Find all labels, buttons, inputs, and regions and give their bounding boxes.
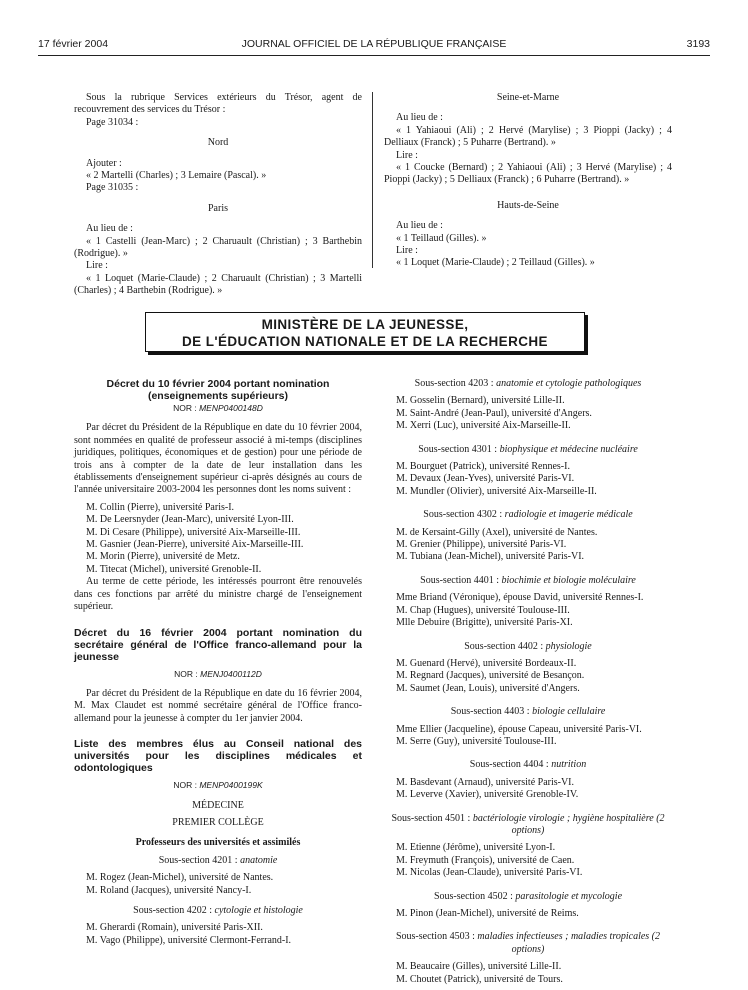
college-heading: PREMIER COLLÈGE (172, 816, 264, 828)
subsection-heading: Sous-section 4302 : radiologie et imagerie médicale (423, 509, 633, 521)
member-name: M. Etienne (Jérôme), université Lyon-I. (396, 842, 556, 854)
decree-body: Par décret du Président de la République en date du 10 février 2004, sont nommées en qualité de professeur associé à mi-temps (disciplines juridiques, politiques, économiques et de gestion) pour une période de trois ans à compter de la date de leur installation dans les établissements d'enseignement supérieur ci-après désignés au cours de l'année universitaire 2003-2004 les personnes dont les noms suivent : (74, 422, 362, 496)
nor-reference: NOR : MENP0400148D (173, 403, 263, 413)
subsection-heading: Sous-section 4202 : cytologie et histologie (133, 904, 303, 916)
member-name: M. Regnard (Jacques), université de Besançon. (396, 670, 585, 682)
list-title: Liste des membres élus au Conseil national des universités pour les disciplines médicales et odontologiques (74, 738, 362, 775)
member-name: M. Basdevant (Arnaud), université Paris-VI. (396, 776, 575, 788)
list-text: « 1 Castelli (Jean-Marc) ; 2 Charuault (Christian) ; 3 Barthebin (Rodrigue). » (74, 235, 362, 260)
bottom-right-column (384, 378, 672, 986)
au-lieu-label: Au lieu de : (86, 223, 133, 235)
column-divider (372, 92, 373, 268)
member-name: M. de Kersaint-Gilly (Axel), université de Nantes. (396, 526, 598, 538)
header-rule (38, 55, 710, 56)
member-name: M. Freymuth (François), université de Caen. (396, 854, 575, 866)
member-name: M. Gosselin (Bernard), université Lille-II. (396, 395, 565, 407)
decree-closing: Au terme de cette période, les intéressés pourront être renouvelés dans ces fonctions par arrêté du ministre chargé de l'enseignement supérieur. (74, 576, 362, 613)
member-name: M. Choutet (Patrick), université de Tours. (396, 973, 563, 985)
page-number: 3193 (686, 38, 710, 50)
list-text: « 2 Martelli (Charles) ; 3 Lemaire (Pascal). » (86, 170, 267, 182)
member-name: M. Tubiana (Jean-Michel), université Paris-VI. (396, 551, 585, 563)
discipline-heading: MÉDECINE (192, 799, 244, 811)
ministry-heading-box (145, 312, 585, 352)
ministry-line-1: MINISTÈRE DE LA JEUNESSE, (261, 317, 469, 332)
section-heading: Hauts-de-Seine (497, 199, 559, 211)
bottom-left-column (74, 378, 362, 947)
nor-reference: NOR : MENP0400199K (173, 780, 263, 791)
nor-reference: NOR : MENJ0400112D (174, 668, 262, 679)
section-heading: Paris (208, 202, 228, 214)
decree-body: Par décret du Président de la République en date du 16 février 2004, M. Max Claudet est nommé secrétaire général de l'Office franco-allemand pour la jeunesse à compter du 1er janvier 2004. (74, 687, 362, 724)
ajouter-label: Ajouter : (86, 157, 122, 169)
decree-title: Décret du 16 février 2004 portant nomination du secrétaire général de l'Office franco-allemand pour la jeunesse (74, 626, 362, 663)
section-heading: Nord (207, 137, 229, 149)
appointee-name: M. De Leersnyder (Jean-Marc), université Lyon-III. (86, 514, 294, 526)
page-ref: Page 31034 : (86, 116, 139, 128)
member-name: M. Pinon (Jean-Michel), université de Reims. (396, 908, 579, 919)
journal-title: JOURNAL OFFICIEL DE LA RÉPUBLIQUE FRANÇAISE (241, 38, 507, 50)
member-name: M. Grenier (Philippe), université Paris-VI. (396, 539, 567, 551)
appointee-name: M. Titecat (Michel), université Grenoble-II. (86, 563, 262, 575)
member-name: M. Serre (Guy), université Toulouse-III. (396, 735, 557, 747)
subsection-heading: Sous-section 4403 : biologie cellulaire (450, 706, 606, 718)
appointee-name: M. Di Cesare (Philippe), université Aix-Marseille-III. (86, 526, 301, 538)
subsection-heading: Sous-section 4502 : parasitologie et mycologie (433, 890, 623, 902)
appointee-name: M. Collin (Pierre), université Paris-I. (86, 501, 235, 513)
subsection-heading: Sous-section 4401 : biochimie et biologie moléculaire (420, 574, 636, 586)
member-name: M. Saint-André (Jean-Paul), université d'Angers. (396, 407, 592, 419)
top-left-column (74, 92, 362, 298)
tresor-intro: Sous la rubrique Services extérieurs du Trésor, agent de recouvrement des services du Trésor : (74, 92, 362, 116)
lire-label: Lire : (396, 245, 418, 257)
ministry-line-2: DE L'ÉDUCATION NATIONALE ET DE LA RECHERCHE (182, 334, 548, 349)
member-name: M. Roland (Jacques), université Nancy-I. (86, 884, 252, 896)
top-right-column (384, 92, 672, 270)
appointee-name: M. Morin (Pierre), université de Metz. (86, 551, 240, 563)
subsection-heading: Sous-section 4201 : anatomie (158, 854, 278, 866)
member-name: Mlle Debuire (Brigitte), université Paris-XI. (396, 617, 573, 629)
member-name: M. Leverve (Xavier), université Grenoble-IV. (396, 789, 579, 801)
member-name: M. Gherardi (Romain), université Paris-XII. (86, 922, 263, 934)
member-name: M. Bourguet (Patrick), université Rennes-I. (396, 461, 570, 473)
au-lieu-label: Au lieu de : (396, 220, 443, 232)
member-name: Mme Ellier (Jacqueline), épouse Capeau, université Paris-VI. (396, 723, 642, 735)
lire-label: Lire : (396, 149, 418, 161)
member-name: M. Chap (Hugues), université Toulouse-III. (396, 604, 570, 616)
list-text: « 1 Coucke (Bernard) ; 2 Yahiaoui (Ali) ; 3 Hervé (Marylise) ; 4 Pioppi (Jacky) ; 5 Delliaux (Franck) ; 6 Puharre (Bertrand). » (384, 162, 672, 186)
member-name: M. Saumet (Jean, Louis), université d'Angers. (396, 682, 580, 694)
page-ref: Page 31035 : (86, 182, 139, 194)
subsection-heading: Sous-section 4301 : biophysique et médecine nucléaire (418, 443, 638, 455)
list-text: « 1 Loquet (Marie-Claude) ; 2 Charuault (Christian) ; 3 Martelli (Charles) ; 4 Barthebin (Rodrigue). » (74, 272, 362, 297)
member-name: M. Beaucaire (Gilles), université Lille-II. (396, 961, 562, 973)
lire-label: Lire : (86, 260, 108, 272)
subsection-heading: Sous-section 4402 : physiologie (464, 640, 592, 652)
member-name: M. Nicolas (Jean-Claude), université Paris-VI. (396, 867, 583, 879)
section-heading: Seine-et-Marne (496, 92, 560, 103)
member-name: Mme Briand (Véronique), épouse David, université Rennes-I. (396, 592, 644, 604)
subsection-heading: Sous-section 4501 : bactériologie virologie ; hygiène hospitalière (2 options) (391, 812, 665, 836)
appointee-name: M. Gasnier (Jean-Pierre), université Aix-Marseille-III. (86, 539, 304, 551)
subsection-heading: Sous-section 4503 : maladies infectieuses ; maladies tropicales (2 options) (395, 931, 661, 955)
member-name: M. Guenard (Hervé), université Bordeaux-II. (396, 657, 577, 669)
subsection-heading: Sous-section 4404 : nutrition (469, 759, 587, 771)
member-name: M. Mundler (Olivier), université Aix-Marseille-II. (396, 485, 597, 497)
au-lieu-label: Au lieu de : (396, 112, 443, 124)
member-name: M. Vago (Philippe), université Clermont-Ferrand-I. (86, 934, 292, 946)
member-name: M. Xerri (Luc), université Aix-Marseille-II. (396, 420, 571, 432)
issue-date: 17 février 2004 (38, 38, 109, 50)
list-text: « 1 Teillaud (Gilles). » (396, 232, 487, 244)
member-name: M. Rogez (Jean-Michel), université de Nantes. (86, 872, 274, 884)
category-heading: Professeurs des universités et assimilés (135, 837, 301, 849)
list-text: « 1 Loquet (Marie-Claude) ; 2 Teillaud (Gilles). » (396, 257, 595, 269)
member-name: M. Devaux (Jean-Yves), université Paris-VI. (396, 473, 575, 485)
subsection-heading: Sous-section 4203 : anatomie et cytologie pathologiques (414, 378, 642, 389)
decree-title: Décret du 10 février 2004 portant nomination (enseignements supérieurs) (106, 378, 330, 402)
page-header (38, 38, 710, 54)
list-text: « 1 Yahiaoui (Ali) ; 2 Hervé (Marylise) ; 3 Pioppi (Jacky) ; 4 Delliaux (Franck) ; 5 Puharre (Bertrand). » (384, 124, 672, 149)
